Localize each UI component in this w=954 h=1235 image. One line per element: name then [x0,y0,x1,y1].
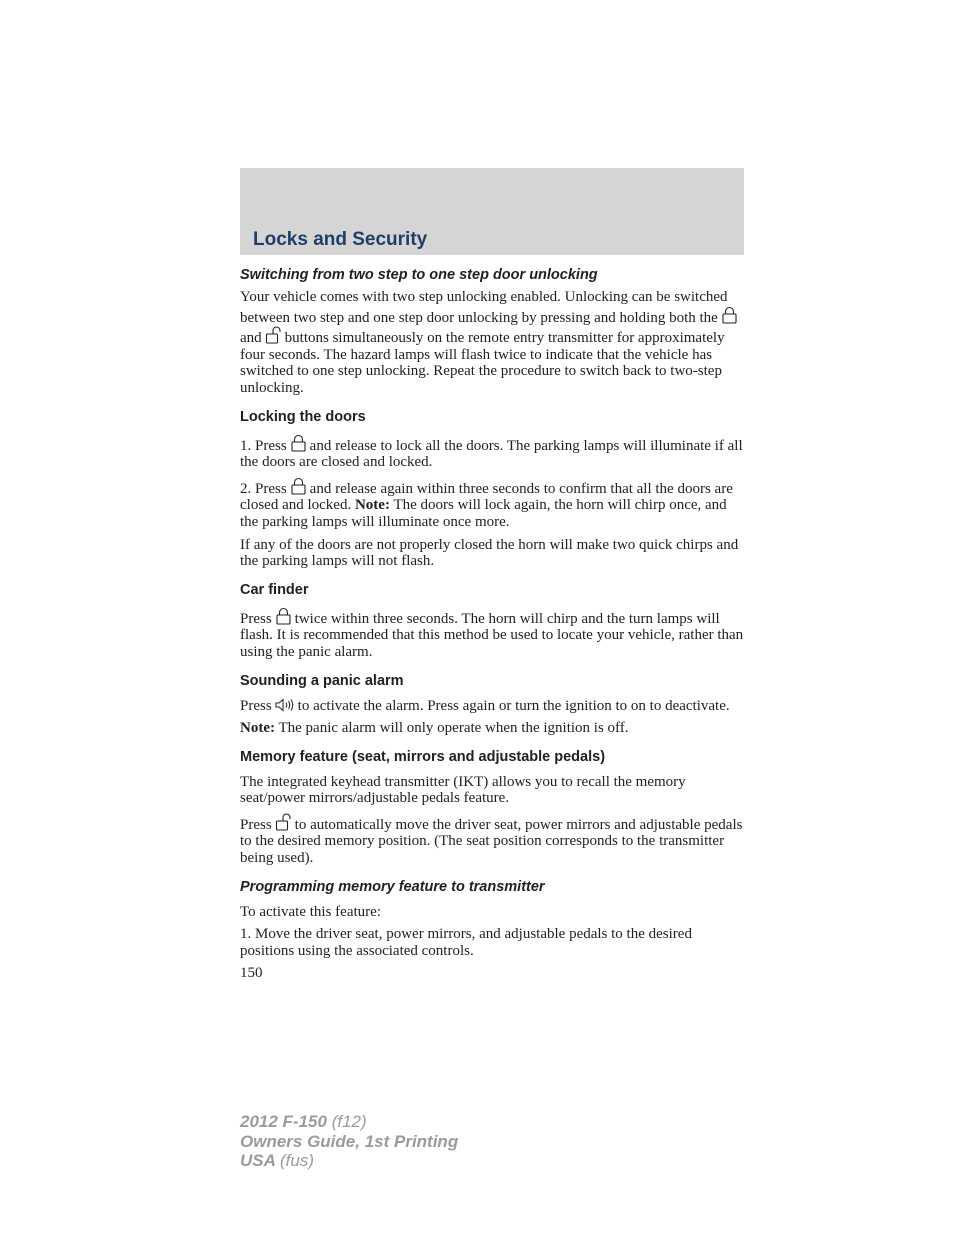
text: 1. Press [240,437,287,454]
paragraph-car-finder [240,607,744,661]
note-label: Note: [240,720,275,737]
text: and release again within three seconds to confirm that all the doors are closed and locked. [240,480,733,514]
text: Press [240,816,272,833]
paragraph-memory-2 [240,813,744,867]
paragraph-locking-step1 [240,434,744,471]
section-heading-memory: Memory feature (seat, mirrors and adjustable pedals) [240,748,606,765]
footer [240,1112,458,1171]
text: and [240,330,262,347]
text: to activate the alarm. Press again or turn the ignition to on to deactivate. [297,697,730,714]
section-heading-panic: Sounding a panic alarm [240,672,404,689]
page-title: Locks and Security [253,229,428,250]
text: buttons simultaneously on the remote entry transmitter for approximately four seconds. The hazard lamps will flash twice to indicate that the vehicle has switched to one step unlocking. Repeat the procedure to switch back to two-step unlocking. [240,330,725,396]
content [240,266,744,982]
paragraph-locking-step2 [240,477,744,531]
section-heading-locking: Locking the doors [240,408,366,425]
paragraph-panic [240,698,744,715]
footer-line-3 [240,1151,458,1171]
unlock-icon [265,326,282,344]
footer-model: 2012 F-150 [240,1112,327,1131]
section-heading-switching: Switching from two step to one step door unlocking [240,267,598,283]
panic-icon [275,698,295,712]
section-heading-car-finder: Car finder [240,581,309,598]
text: Press [240,697,272,714]
paragraph-switching [240,289,744,397]
unlock-icon [275,813,292,831]
page-number: 150 [240,965,263,982]
text: Press [240,610,272,627]
paragraph-panic-note [240,720,744,737]
text: The doors will lock again, the horn will chirp once, and the parking lamps will illuminate once more. [240,497,727,530]
paragraph-programming-1: To activate this feature: [240,903,381,920]
note-label: Note: [354,497,390,514]
text: to automatically move the driver seat, power mirrors and adjustable pedals to the desired memory position. (The seat position corresponds to the transmitter being used). [240,816,743,867]
text: Your vehicle comes with two step unlocking enabled. Unlocking can be switched between two step and one step door unlocking by pressing and holding both the [240,289,728,326]
section-heading-programming: Programming memory feature to transmitter [240,878,545,895]
text: The panic alarm will only operate when the ignition is off. [278,720,629,737]
footer-model-code: (f12) [331,1112,367,1131]
lock-icon [290,434,307,452]
text: 2. Press [240,480,287,497]
lock-icon [721,306,738,324]
lock-icon [290,477,307,495]
footer-line-2: Owners Guide, 1st Printing [240,1131,459,1151]
paragraph-programming-2: 1. Move the driver seat, power mirrors, and adjustable pedals to the desired positions using the associated controls. [240,926,692,959]
paragraph-memory-1: The integrated keyhead transmitter (IKT) allows you to recall the memory seat/power mirrors/adjustable pedals feature. [240,773,686,807]
lock-icon [275,607,292,625]
footer-line-1 [240,1112,458,1132]
footer-market: USA [240,1151,276,1170]
footer-market-code: (fus) [280,1151,314,1170]
text: and release to lock all the doors. The parking lamps will illuminate if all the doors are closed and locked. [240,437,743,471]
header-band [240,168,744,255]
text: twice within three seconds. The horn will chirp and the turn lamps will flash. It is recommended that this method be used to locate your vehicle, rather than using the panic alarm. [240,610,744,660]
paragraph-locking-3: If any of the doors are not properly closed the horn will make two quick chirps and the parking lamps will not flash. [240,536,739,570]
